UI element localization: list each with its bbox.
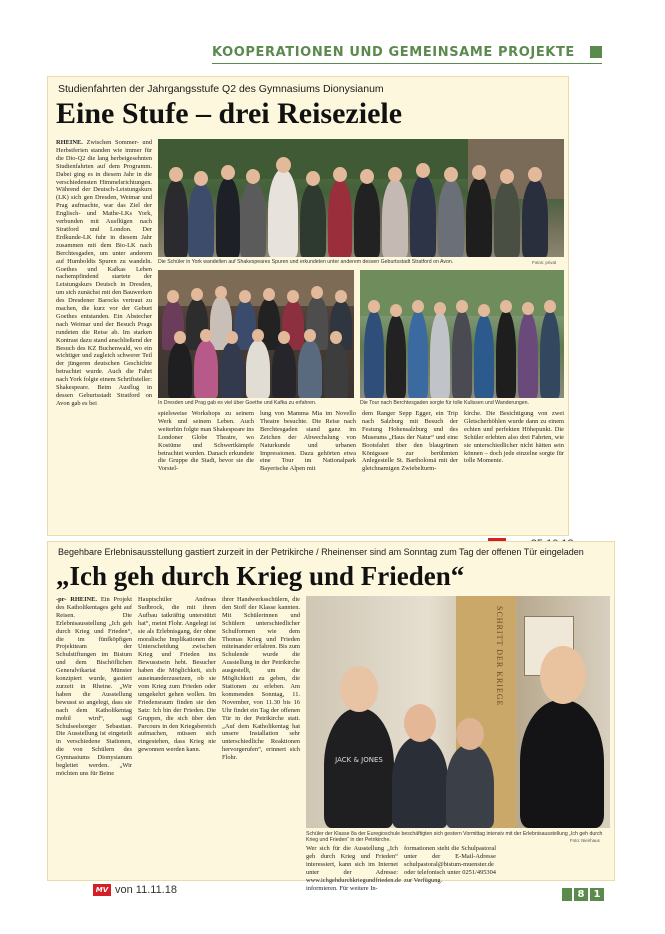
head <box>330 331 342 344</box>
person <box>452 310 472 398</box>
head <box>239 290 251 303</box>
head <box>194 171 208 186</box>
person <box>438 179 464 257</box>
head <box>226 331 238 344</box>
head <box>252 329 264 342</box>
person <box>354 181 380 257</box>
person <box>240 181 266 257</box>
section-title: KOOPERATIONEN UND GEMEINSAME PROJEKTE <box>212 45 575 60</box>
article1-column-1-text: Zwischen Sommer- und Herbstferien standen wie immer für die Dio-Q2 die lang herbeigesehnten Studienfahrten auf dem Programm. Dabei ging es in diesem Jahr in die verschiedensten Himmelsrichtungen. Während der Deutsch-Leistungskurs (LK) sich gen Dresden, Weimar und Prag aufmachte, war das Ziel der Englisch- und Mathe-LKs York, verbunden mit Ausflügen nach Stratford und London. Der Erdkunde-LK fuhr in diesem Jahr zusammen mit dem Bio-LK nach Berchtesgaden, um unter anderem auf Humboldts Spuren zu wandeln. Goethes und Kafkas Leben nachempfindend startete der Leistungskurs Deutsch in Dresden, um sich zunächst mit den Bauwerken des Dresdener Barocks vertraut zu machen, die kurz vor der Geburt Goethes entstanden. Ein Abstecher nach Weimar und der Besuch Prags rundeten die Reise ab. Im starken Kontrast dazu stand anschließend der Besuch des KZ Buchenwald, wo ein wichtiger und zugleich schwerer Teil der jüngeren deutschen Geschichte betrachtet wurde. Auch die Fahrt nach York folgte einem Schriftsteller: Shakespeare. Beim Ausflug in dessen Geburtsstadt Stratford on Avon gab es bei <box>56 139 153 407</box>
head <box>368 300 380 313</box>
person <box>324 342 348 398</box>
section-header <box>212 43 662 67</box>
article2-column-5: formationen steht die Schulpastoral unter der E-Mail-Adresse schulpastoral@bistum-muenster.de oder telefonisch unter 0251/495304 zur Verfügung. <box>404 845 496 884</box>
person <box>194 340 218 398</box>
head <box>287 290 299 303</box>
person <box>300 183 326 257</box>
person <box>466 177 492 257</box>
student-1 <box>324 708 394 828</box>
head <box>500 169 514 184</box>
mv-logo: MV <box>93 884 111 896</box>
person <box>522 179 548 257</box>
student-4-head <box>540 646 586 704</box>
student-4 <box>520 700 604 828</box>
article2-headline: „Ich geh durch Krieg und Frieden“ <box>56 561 465 591</box>
head <box>304 329 316 342</box>
head <box>191 288 203 301</box>
student-2 <box>392 736 448 828</box>
person <box>382 179 408 257</box>
article2-source <box>93 884 177 896</box>
person <box>474 314 494 398</box>
article1-kicker: Studienfahrten der Jahrgangsstufe Q2 des Gymnasiums Dionysianum <box>58 83 384 95</box>
head <box>278 331 290 344</box>
head <box>360 169 374 184</box>
head <box>434 302 446 315</box>
article1-headline: Eine Stufe – drei Reiseziele <box>56 97 403 130</box>
person <box>216 177 240 257</box>
article2-column-3: ihrer Handwerksschülern, die den Stoff der Klasse kannten. Mit Schülerinnen und Schülern unterschiedlicher Schulformen wie dem Thomas Krieg und Frieden miteinander erfahren. Bis zum Schulende wurde die Ausstellung in der Petrikirche ausgestellt, um die Möglichkeit zu geben, die Stationen zu erleben. Am kommenden Sonntag, 11. November, von 11.30 bis 16 Uhr findet ein Tag der offenen Tür in der Petrikirche statt. „Auf dem Katholikentag hat unsere Installation sehr unterschiedliche Reaktionen hervorgerufen“, erinnert sich Flohr. <box>222 596 300 762</box>
section-rule <box>212 63 602 64</box>
photo-dresden-caption: In Dresden und Prag gab es viel über Goethe und Kafka zu erfahren. <box>158 400 317 406</box>
photo-york-group <box>158 139 564 257</box>
person <box>430 312 450 398</box>
person <box>386 314 406 398</box>
head <box>221 165 235 180</box>
student-3 <box>446 744 494 828</box>
article1-column-1 <box>56 139 152 527</box>
article1-column-4: dem Ranger Sepp Egger, ein Trip nach Salzburg mit Besuch der Festung Hohensalzburg und des Museums „Haus der Natur“ und eine Bootsfahrt über den blaugrünen Königssee zur berühmten Anlegestelle St. Bartholomä mit der gleichnamigen Zwiebelturm- <box>362 410 458 473</box>
head <box>390 304 402 317</box>
article2-column-1-text: Ein Projekt des Katholikentages geht auf Reisen. Die Erlebnisausstellung „Ich geh durch Krieg und Frieden“, die im fünfköpfigen Projektteam der Schulstiftungen im Bistum und dem Bischöflichen Generalvikariat Münster konzipiert wurde, gastiert zurzeit in Rheine. „Wir haben die Ausstellung bewusst so angelegt, dass sie nach dem Katholikentag mobil wird“, sagt Schulseelsorger Sebastian. Die Ausstellung ist eingeteilt in verschiedene Stationen, die von Schülern des Gymnasiums Dionysianum begleitet werden. „Wir möchten uns für Beine <box>56 596 132 777</box>
head <box>528 167 542 182</box>
article2-column-4: Wer sich für die Ausstellung „Ich geh durch Krieg und Frieden“ interessiert, kann sich im Internet unter der Adresse: www.ichgehdurchkriegundfrieden.de informieren. Für weitere In- <box>306 845 402 892</box>
head <box>167 290 179 303</box>
head <box>200 329 212 342</box>
person <box>188 183 214 257</box>
head <box>311 286 323 299</box>
person <box>298 340 322 398</box>
head <box>388 167 402 182</box>
head <box>412 300 424 313</box>
photo-exhibition-caption: Schüler der Klasse 8a der Euregioschule beschäftigten sich gestern Vormittag intensiv mit der Erlebnisausstellung „Ich geh durch Krieg und Frieden“ in der Petrikirche. <box>306 831 603 843</box>
head <box>263 288 275 301</box>
person <box>494 181 520 257</box>
head <box>478 304 490 317</box>
article1-column-5: kirche. Die Besichtigung von zwei Gletscherhöhlen wurde dann zu einem echten und perfekten Höhepunkt. Die Schüler erlebten also drei Fahrten, wie sie unterschiedlicher nicht hätten sein können – doch jede einzelne sorgte für tolle Momente. <box>464 410 564 465</box>
photo-exhibition-students <box>306 596 610 828</box>
page-number-digit-1: 8 <box>574 888 588 901</box>
head <box>544 300 556 313</box>
exhibition-wall-text: SCHRITT DER KRIEGE <box>495 606 504 707</box>
person <box>540 310 560 398</box>
article2-column-1 <box>56 596 132 878</box>
head <box>333 167 347 182</box>
person <box>328 179 352 257</box>
article2-kicker: Begehbare Erlebnisausstellung gastiert zurzeit in der Petrikirche / Rheinenser sind am Sonntag zum Tag der offenen Tür eingeladen <box>58 547 584 557</box>
person <box>410 175 436 257</box>
head <box>306 171 320 186</box>
student-1-head <box>340 666 378 712</box>
article2-source-date: von 11.11.18 <box>115 884 177 896</box>
article1-dateline: RHEINE. <box>56 139 83 146</box>
person <box>220 342 244 398</box>
person <box>246 340 270 398</box>
head <box>174 331 186 344</box>
article2-column-2: Hauptschüler Andreas Sudbrock, die mit ihren Aufbau tatkräftig unterstützt hat“, meint Flohr. Angelegt ist sie als Erlebnisgang, der ohne moralische Implikationen die Unterscheidung zwischen Krieg und Frieden ins Bewusstsein hebt. Besucher haben die Möglichkeit, sich auseinanderzusetzen, ob sie vom Krieg zum Frieden oder umgekehrt gehen wollen. Im Friedensraum finden sie den Satz: Ich bin der Frieden. Die Gruppen, die sich über den Parcours in den Kriegsbereich aufmachen, müssen sich eingestehen, dass Krieg nie gewonnen werden kann. <box>138 596 216 754</box>
head <box>472 165 486 180</box>
page-number <box>562 888 604 901</box>
head <box>416 163 430 178</box>
shirt-print: JACK & JONES <box>335 756 383 764</box>
head <box>169 167 183 182</box>
article1-column-2: spielsweise Workshops zu seinem Werk und seinem Leben. Auch weiterhin folgte man Shakespeare ins Londoner Globe Theatre, wo Kostüme und Schwertkämpfe betrachtet wurden. Danach erkundete die Gruppe die Stadt, bevor sie die Vorstel- <box>158 410 254 473</box>
person <box>408 310 428 398</box>
photo-exhibition-credit: Foto: Nienhaus <box>570 838 600 843</box>
person <box>496 310 516 398</box>
person <box>364 310 384 398</box>
person <box>164 179 188 257</box>
section-marker <box>590 46 602 58</box>
person <box>168 342 192 398</box>
person <box>272 342 296 398</box>
head <box>246 169 260 184</box>
head <box>456 300 468 313</box>
page-number-bar <box>562 888 572 901</box>
person <box>518 312 538 398</box>
head <box>276 157 291 173</box>
person <box>268 169 298 257</box>
photo-dresden-building <box>158 270 354 306</box>
article-clipping-1 <box>47 76 569 536</box>
student-2-head <box>404 704 436 742</box>
head <box>335 290 347 303</box>
head <box>444 167 458 182</box>
article2-dateline: -pr- RHEINE. <box>56 596 98 603</box>
head <box>522 302 534 315</box>
article1-column-3: lung von Mamma Mia im Novello Theatre besuchte. Die Reise nach Berchtesgaden stand ganz im Zeichen der Abwechslung von Naturkunde und urbanen Impressionen. Dazu gehörten etwa eine Tour im Nationalpark Bayerische Alpen mit <box>260 410 356 473</box>
student-3-head <box>456 718 484 750</box>
head <box>500 300 512 313</box>
photo-york-caption: Die Schüler in York wandelten auf Shakespeares Spuren und erkundeten unter anderem dessen Geburtsstadt Stratford on Avon. <box>158 259 454 265</box>
photo-credit: Fotos: privat <box>532 260 557 265</box>
head <box>215 286 227 299</box>
photo-berchtesgaden-group <box>360 270 564 398</box>
photo-berchtesgaden-caption: Die Tour nach Berchtesgaden sorgte für tolle Kulissen und Wanderungen. <box>360 400 529 406</box>
photo-dresden-group <box>158 270 354 398</box>
page-number-digit-2: 1 <box>590 888 604 901</box>
